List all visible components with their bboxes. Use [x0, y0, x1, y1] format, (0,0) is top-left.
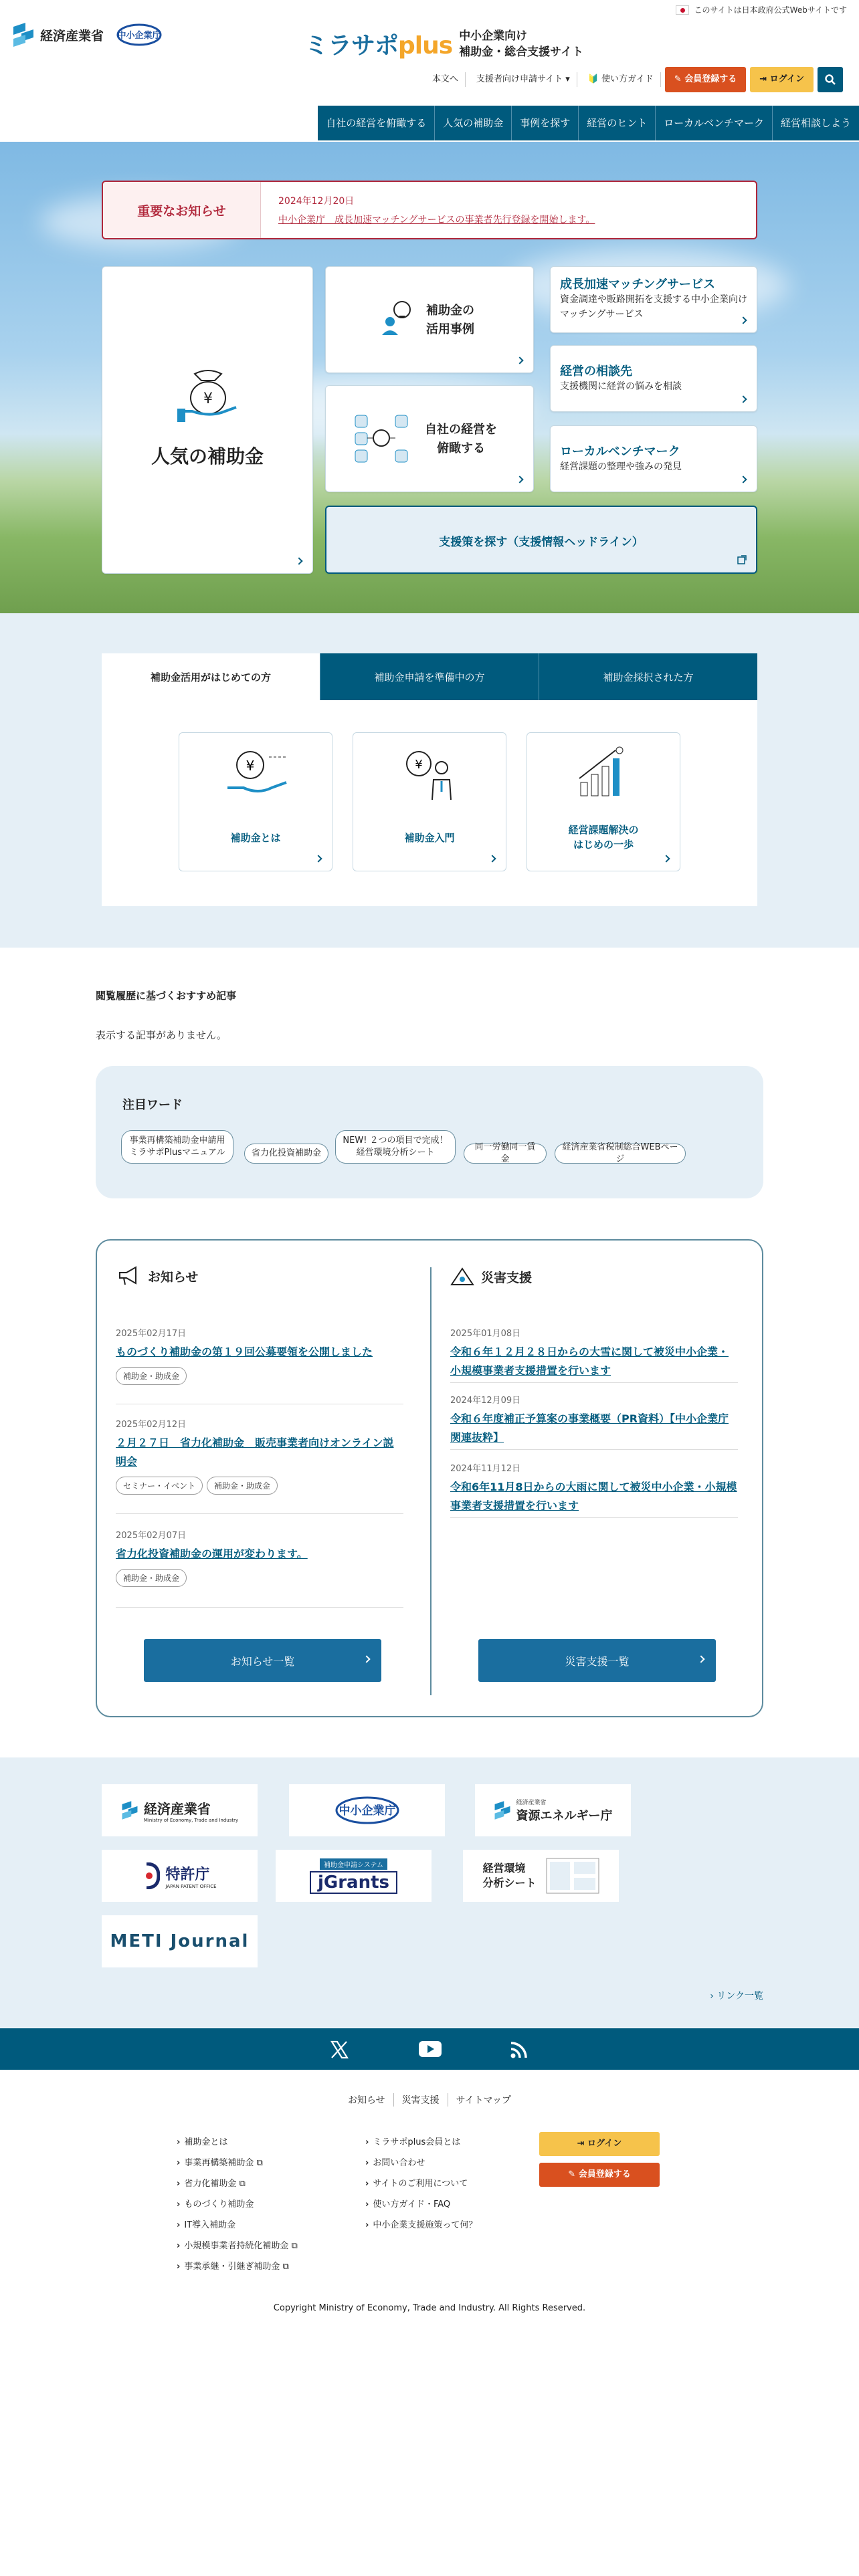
- footer-link[interactable]: [177, 2153, 298, 2173]
- news-title: お知らせ: [148, 1269, 199, 1285]
- notice-label: 重要なお知らせ: [103, 182, 261, 238]
- consultation-card[interactable]: [550, 345, 757, 412]
- brand-name-plus: plus: [398, 32, 453, 60]
- popular-subsidy-title: 人気の補助金: [151, 445, 264, 467]
- arrow-right-icon: [488, 855, 496, 862]
- enecho-banner-text: 資源エネルギー庁: [516, 1808, 613, 1823]
- disaster-link[interactable]: 令和６年度補正予算案の事業概要（PR資料）【中小企業庁関連抜粋】: [450, 1412, 729, 1444]
- footer-col-site: [365, 2132, 477, 2236]
- brand-subtitle: [459, 28, 583, 60]
- youtube-icon[interactable]: [419, 2041, 442, 2057]
- disaster-link[interactable]: 令和6年11月8日からの大雨に関して被災中小企業・小規模事業者支援措置を行います: [450, 1481, 737, 1512]
- guide-icon: 🔰: [587, 74, 599, 84]
- notice-date: 2024年12月20日: [278, 196, 355, 207]
- arrow-right-icon: [739, 395, 747, 403]
- chevron-right-icon: [697, 1655, 704, 1662]
- matching-service-card[interactable]: [550, 266, 757, 333]
- footer-register-button[interactable]: [539, 2163, 660, 2187]
- jpo-banner-text: 特許庁: [165, 1866, 210, 1883]
- analysis-sheet-banner[interactable]: [463, 1850, 619, 1902]
- footer-link-label: 省力化補助金: [184, 2179, 237, 2189]
- footer-link[interactable]: [177, 2236, 298, 2256]
- nav-item-consult[interactable]: 経営相談しよう: [772, 106, 859, 140]
- keyword-chip[interactable]: 事業再構築補助金申請用 ミラサポPlusマニュアル: [121, 1130, 233, 1164]
- social-bar: [0, 2028, 859, 2070]
- keyword-chip[interactable]: 経済産業省税制総合WEBページ: [555, 1144, 686, 1164]
- nav-item-hints[interactable]: 経営のヒント: [578, 106, 655, 140]
- disaster-support-icon: [450, 1266, 474, 1287]
- keywords-panel: [96, 1066, 763, 1198]
- meti-name: 経済産業省: [40, 28, 104, 43]
- disaster-item[interactable]: [450, 1461, 738, 1515]
- login-button-label: ログイン: [769, 74, 804, 84]
- footer-col-subsidies: [177, 2132, 298, 2277]
- news-item[interactable]: [116, 1417, 403, 1495]
- jpo-mark-icon: [142, 1862, 160, 1889]
- external-link-icon: [737, 555, 747, 564]
- news-item[interactable]: [116, 1326, 403, 1385]
- arrow-right-icon: [314, 855, 322, 862]
- news-link[interactable]: 省力化投資補助金の運用が変わります。: [116, 1547, 308, 1560]
- x-icon[interactable]: [329, 2040, 349, 2060]
- audience-tabs: [102, 653, 757, 700]
- utility-bar: [425, 67, 843, 92]
- gov-notice: [676, 4, 847, 15]
- meti-mark-icon: [494, 1800, 511, 1821]
- guide-link[interactable]: [581, 72, 661, 87]
- case-study-title: 補助金の 活用事例: [426, 304, 474, 336]
- analysis-sheet-text: 経営環境 分析シート: [482, 1862, 537, 1889]
- search-support-label: 支援策を探す（支援情報ヘッドライン）: [439, 536, 644, 549]
- pencil-icon: ✎: [568, 2169, 576, 2179]
- what-is-subsidy-card[interactable]: [179, 732, 332, 871]
- footer-link[interactable]: › ミラサポplus会員とは: [365, 2132, 477, 2153]
- meti-mark-icon: [121, 1800, 138, 1821]
- footer-link[interactable]: [177, 2256, 298, 2277]
- local-benchmark-desc: 経営課題の整理や強みの発見: [560, 461, 682, 472]
- news-date: 2025年02月07日: [116, 1531, 187, 1541]
- footer-link[interactable]: › 使い方ガイド・FAQ: [365, 2194, 477, 2215]
- overview-card[interactable]: [325, 385, 534, 492]
- news-header: [117, 1266, 198, 1286]
- news-list-label: お知らせ一覧: [230, 1654, 295, 1668]
- growth-chart-icon: [575, 745, 633, 798]
- local-benchmark-title: ローカルベンチマーク: [560, 445, 680, 459]
- disaster-list-button[interactable]: [478, 1639, 716, 1682]
- meti-logo[interactable]: [12, 21, 104, 48]
- jgrants-banner-top: 補助金申請システム: [320, 1858, 387, 1870]
- footer-register-label: 会員登録する: [578, 2169, 631, 2179]
- important-notice[interactable]: [102, 181, 757, 239]
- consultation-title: 経営の相談先: [560, 364, 632, 379]
- meti-journal-banner[interactable]: [102, 1915, 258, 1967]
- first-step-card[interactable]: [527, 732, 680, 871]
- login-icon: ⇥: [577, 2139, 585, 2149]
- footer-link[interactable]: › サイトのご利用について: [365, 2173, 477, 2194]
- meti-journal-text: METI Journal: [110, 1931, 250, 1951]
- enecho-banner-top: 経済産業省: [516, 1799, 547, 1806]
- business-diagram-icon: [353, 413, 413, 466]
- brand-name: [304, 27, 452, 61]
- arrow-right-icon: [516, 475, 523, 483]
- svg-text:¥: ¥: [203, 391, 213, 407]
- what-is-subsidy-label: 補助金とは: [230, 832, 281, 844]
- external-link-icon: ⧉: [256, 2158, 263, 2168]
- overview-title: 自社の経営を 俯瞰する: [425, 423, 497, 455]
- register-button-label: 会員登録する: [684, 74, 737, 84]
- recommended-title: 閲覧履歴に基づくおすすめ記事: [96, 990, 237, 1002]
- arrow-right-icon: [662, 855, 670, 862]
- search-icon: [824, 74, 836, 86]
- consultation-desc: 支援機関に経営の悩みを相談: [560, 381, 682, 392]
- external-link-icon: ⧉: [282, 2262, 289, 2272]
- svg-text:¥: ¥: [415, 758, 423, 772]
- news-panel: [96, 1239, 763, 1717]
- login-button[interactable]: [750, 67, 814, 92]
- news-list-button[interactable]: [144, 1639, 381, 1682]
- related-links-section: [0, 1757, 859, 2028]
- external-link-icon: ⧉: [239, 2179, 246, 2189]
- link-list-label: リンク一覧: [717, 1991, 763, 2002]
- jgrants-banner[interactable]: [276, 1850, 432, 1902]
- global-nav: [318, 106, 859, 140]
- person-lightbulb-icon: [381, 299, 418, 336]
- jpo-banner[interactable]: [102, 1850, 258, 1902]
- footer-link[interactable]: › 中小企業支援施策って何？: [365, 2215, 477, 2236]
- matching-service-desc: 資金調達や販路開拓を支援する中小企業向けマッチングサービス: [560, 294, 747, 320]
- notice-link[interactable]: 中小企業庁 成長加速マッチングサービスの事業者先行登録を開始します。: [278, 215, 595, 225]
- recommended-empty: 表示する記事がありません。: [96, 1029, 227, 1041]
- search-button[interactable]: [818, 67, 843, 92]
- skip-to-content-link[interactable]: 本文へ: [425, 72, 466, 87]
- tab-first-time[interactable]: 補助金活用がはじめての方: [102, 653, 320, 700]
- local-benchmark-card[interactable]: [550, 425, 757, 492]
- subsidy-intro-card[interactable]: [353, 732, 506, 871]
- jpo-banner-en: JAPAN PATENT OFFICE: [165, 1883, 217, 1889]
- coin-hand-icon: [221, 748, 292, 801]
- disaster-date: 2024年11月12日: [450, 1464, 521, 1474]
- chusho-logo[interactable]: [115, 21, 163, 48]
- chusho-banner-text: 中小企業庁: [339, 1804, 395, 1818]
- guide-link-label: 使い方ガイド: [601, 74, 654, 84]
- presenter-icon: [395, 748, 466, 801]
- news-tag[interactable]: セミナー・イベント: [116, 1477, 203, 1495]
- link-list[interactable]: › リンク一覧: [710, 1991, 763, 2002]
- footer-link-label: 事業再構築補助金: [184, 2158, 254, 2168]
- keyword-chip[interactable]: NEW! ２つの項目で完成！ 経営環境分析シート: [335, 1130, 456, 1164]
- footer-link[interactable]: [177, 2173, 298, 2194]
- footer-link[interactable]: › お問い合わせ: [365, 2153, 477, 2173]
- pencil-icon: ✎: [674, 74, 682, 84]
- nav-item-overview[interactable]: 自社の経営を俯瞰する: [326, 117, 427, 129]
- tab-preparing[interactable]: 補助金申請を準備中の方: [320, 653, 539, 700]
- footer-login-button[interactable]: [539, 2132, 660, 2156]
- keyword-chip[interactable]: 省力化投資補助金: [244, 1144, 328, 1164]
- footer-nav: [0, 2093, 859, 2107]
- footer-link[interactable]: › IT導入補助金: [177, 2215, 298, 2236]
- copyright: Copyright Ministry of Economy, Trade and Industry. All Rights Reserved.: [273, 2303, 586, 2313]
- brand-name-main: ミラサポ: [304, 32, 399, 60]
- disaster-date: 2024年12月09日: [450, 1396, 521, 1406]
- brand-subtitle-line2: 補助金・総合支援サイト: [459, 45, 583, 59]
- case-study-card[interactable]: [325, 266, 534, 373]
- register-button[interactable]: [665, 67, 746, 92]
- site-brand[interactable]: [304, 27, 583, 61]
- subsidy-intro-label: 補助金入門: [404, 832, 455, 844]
- chusho-banner[interactable]: [289, 1784, 445, 1836]
- news-tag[interactable]: 補助金・助成金: [116, 1367, 187, 1385]
- news-tag[interactable]: 補助金・助成金: [207, 1477, 278, 1495]
- meti-banner[interactable]: [102, 1784, 258, 1836]
- disaster-item[interactable]: [450, 1326, 738, 1380]
- keywords-title: 注目ワード: [122, 1098, 183, 1112]
- login-icon: ⇥: [759, 74, 767, 84]
- disaster-link[interactable]: 令和６年１２月２８日からの大雪に関して被災中小企業・小規模事業者支援措置を行います: [450, 1346, 729, 1377]
- japan-flag-icon: [676, 5, 689, 15]
- megaphone-icon: [117, 1266, 141, 1286]
- news-item[interactable]: [116, 1528, 403, 1587]
- matching-service-title: 成長加速マッチングサービス: [560, 278, 716, 292]
- footer-nav-disaster[interactable]: 災害支援: [393, 2093, 448, 2107]
- nav-item-cases[interactable]: 事例を探す: [511, 106, 578, 140]
- footer-link[interactable]: › 補助金とは: [177, 2132, 298, 2153]
- chusho-logo: [334, 1794, 401, 1826]
- news-link[interactable]: ２月２７日 省力化補助金 販売事業者向けオンライン説明会: [116, 1436, 394, 1468]
- footer-link-label: 事業承継・引継ぎ補助金: [184, 2262, 280, 2272]
- chevron-right-icon: [363, 1655, 370, 1662]
- meti-banner-text: 経済産業省: [143, 1800, 211, 1817]
- news-tag[interactable]: 補助金・助成金: [116, 1569, 187, 1587]
- gov-notice-text: このサイトは日本政府公式Webサイトです: [694, 5, 847, 15]
- disaster-item[interactable]: [450, 1393, 738, 1447]
- arrow-right-icon: [739, 475, 747, 483]
- footer-link-label: 小規模事業者持続化補助金: [184, 2241, 289, 2251]
- tab-adopted[interactable]: 補助金採択された方: [539, 653, 757, 700]
- nav-item-popular-subsidy[interactable]: 人気の補助金: [434, 106, 511, 140]
- sheet-preview-icon: [546, 1858, 599, 1894]
- news-date: 2025年02月12日: [116, 1420, 187, 1430]
- nav-item-local-benchmark[interactable]: ローカルベンチマーク: [655, 106, 772, 140]
- external-link-icon: ⧉: [291, 2241, 298, 2251]
- disaster-date: 2025年01月08日: [450, 1329, 521, 1339]
- footer-link[interactable]: › ものづくり補助金: [177, 2194, 298, 2215]
- footer-nav-sitemap[interactable]: サイトマップ: [448, 2093, 519, 2107]
- meti-banner-en: Ministry of Economy, Trade and Industry: [143, 1817, 239, 1823]
- enecho-banner[interactable]: [475, 1784, 631, 1836]
- supporter-site-link[interactable]: 支援者向け申請サイト ▾: [470, 72, 577, 87]
- disaster-header: [450, 1266, 532, 1287]
- popular-subsidy-card[interactable]: [102, 266, 313, 574]
- rss-icon[interactable]: [510, 2040, 529, 2059]
- money-bag-hand-icon: [175, 366, 242, 426]
- footer-login-label: ログイン: [587, 2139, 622, 2149]
- arrow-right-icon: [295, 557, 302, 564]
- tab-panel: [102, 700, 757, 906]
- chusho-logo-text: 中小企業庁: [117, 31, 161, 41]
- footer-nav-news[interactable]: お知らせ: [347, 2095, 385, 2106]
- keyword-chip[interactable]: 同一労働同一賃金: [464, 1144, 547, 1164]
- news-date: 2025年02月17日: [116, 1329, 187, 1339]
- news-link[interactable]: ものづくり補助金の第１９回公募要領を公開しました: [116, 1346, 373, 1358]
- disaster-list-label: 災害支援一覧: [565, 1654, 630, 1668]
- brand-subtitle-line1: 中小企業向け: [459, 29, 528, 43]
- jgrants-banner-text: jGrants: [310, 1871, 397, 1894]
- meti-mark-icon: [12, 21, 35, 48]
- arrow-right-icon: [516, 356, 523, 364]
- first-step-label: 経営課題解決の はじめの一歩: [568, 824, 639, 851]
- search-support-button[interactable]: [325, 506, 757, 574]
- svg-text:¥: ¥: [246, 758, 255, 774]
- disaster-title: 災害支援: [481, 1270, 533, 1285]
